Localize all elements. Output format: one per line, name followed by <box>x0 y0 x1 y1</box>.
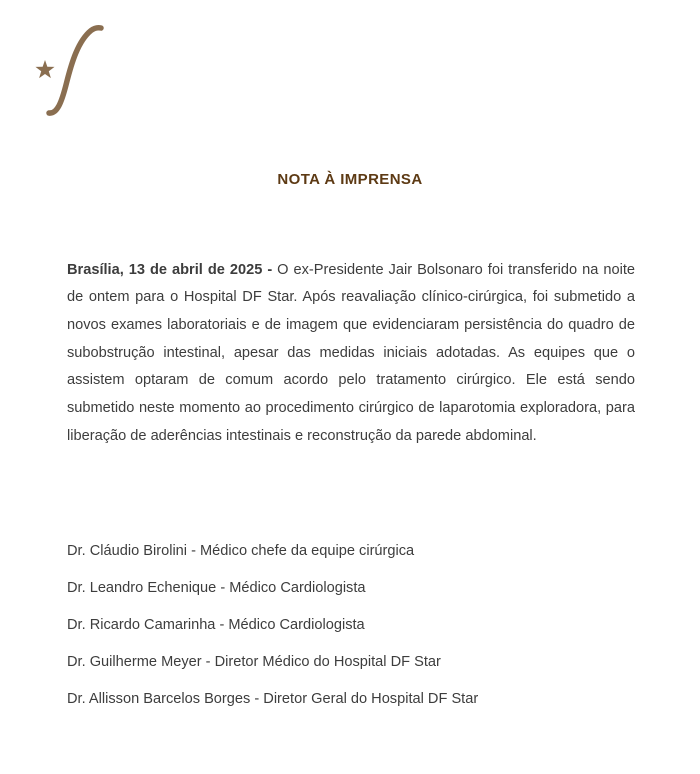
signatory-line: Dr. Ricardo Camarinha - Médico Cardiologista <box>67 616 365 633</box>
page-title: NOTA À IMPRENSA <box>277 171 423 188</box>
signatory-line: Dr. Guilherme Meyer - Diretor Médico do Hospital DF Star <box>67 653 441 670</box>
signatories-list <box>67 532 635 717</box>
dateline: Brasília, 13 de abril de 2025 - <box>67 261 273 278</box>
star-icon <box>35 60 54 78</box>
hospital-logo <box>28 20 118 125</box>
press-note-paragraph <box>67 257 635 451</box>
signatory-line: Dr. Leandro Echenique - Médico Cardiologista <box>67 579 366 596</box>
press-note-text: O ex-Presidente Jair Bolsonaro foi transferido na noite de ontem para o Hospital DF Star. Após reavaliação clínico-cirúrgica, foi submetido a novos exames laboratoriais e de imagem que evidenciaram persistência do quadro de subobstrução intestinal, apesar das medidas iniciais adotadas. As equipes que o assistem optaram de comum acordo pelo tratamento cirúrgico. Ele está sendo submetido neste momento ao procedimento cirúrgico de laparotomia exploradora, para liberação de aderências intestinais e reconstrução da parede abdominal. <box>67 261 635 444</box>
swoosh-icon <box>49 28 101 113</box>
signatory-line: Dr. Cláudio Birolini - Médico chefe da equipe cirúrgica <box>67 542 415 559</box>
logo-graphic <box>28 20 118 125</box>
signatory-line: Dr. Allisson Barcelos Borges - Diretor Geral do Hospital DF Star <box>67 690 479 707</box>
